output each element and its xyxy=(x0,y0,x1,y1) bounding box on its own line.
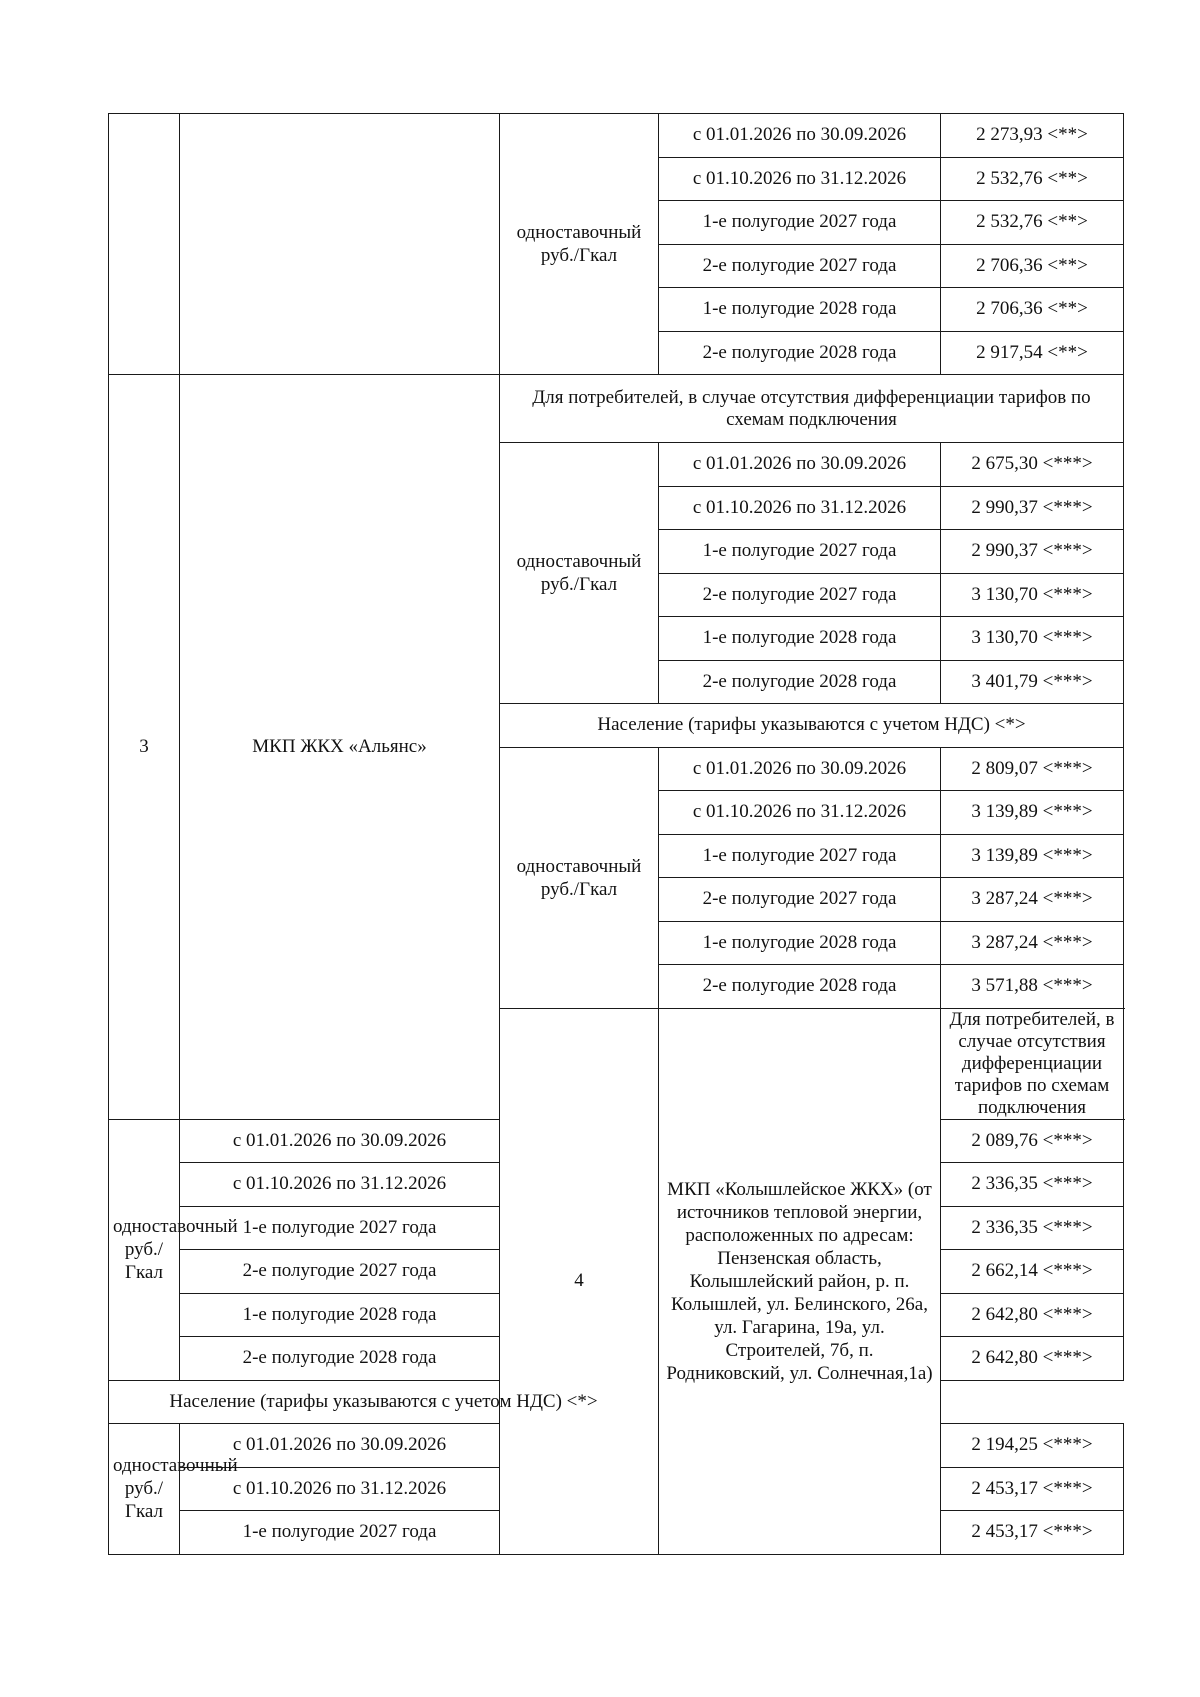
tariff-value-cell: 2 642,80 <***> xyxy=(941,1293,1124,1337)
row-number-cell xyxy=(109,114,180,375)
period-cell: 1-е полугодие 2028 года xyxy=(180,1293,500,1337)
tariff-value-cell: 2 706,36 <**> xyxy=(941,244,1124,288)
rate-type-cell: одноставочный руб./Гкал xyxy=(500,443,659,704)
tariff-value-cell: 3 130,70 <***> xyxy=(941,573,1124,617)
tariff-value-cell: 3 139,89 <***> xyxy=(941,834,1124,878)
period-cell: 1-е полугодие 2028 года xyxy=(659,288,941,332)
period-cell: 2-е полугодие 2028 года xyxy=(659,331,941,375)
period-cell: 2-е полугодие 2027 года xyxy=(659,878,941,922)
tariff-value-cell: 2 917,54 <**> xyxy=(941,331,1124,375)
table-row xyxy=(109,1380,1124,1424)
period-cell: 1-е полугодие 2028 года xyxy=(659,921,941,965)
period-cell: с 01.10.2026 по 31.12.2026 xyxy=(659,791,941,835)
row-number-cell: 4 xyxy=(500,1008,659,1554)
tariff-value-cell: 2 532,76 <**> xyxy=(941,157,1124,201)
consumer-group-header: Население (тарифы указываются с учетом НДС) <*> xyxy=(109,1380,659,1424)
rate-type-cell: одноставочный руб./Гкал xyxy=(109,1424,180,1555)
period-cell: 1-е полугодие 2027 года xyxy=(659,530,941,574)
period-cell: с 01.10.2026 по 31.12.2026 xyxy=(659,157,941,201)
period-cell: с 01.01.2026 по 30.09.2026 xyxy=(180,1119,500,1163)
tariff-table xyxy=(108,113,1124,1555)
tariff-value-cell: 2 662,14 <***> xyxy=(941,1250,1124,1294)
consumer-group-header: Для потребителей, в случае отсутствия дифференциации тарифов по схемам подключения xyxy=(941,1008,1124,1119)
period-cell: 1-е полугодие 2027 года xyxy=(180,1511,500,1555)
period-cell: 1-е полугодие 2028 года xyxy=(659,617,941,661)
tariff-value-cell: 3 139,89 <***> xyxy=(941,791,1124,835)
tariff-value-cell: 2 453,17 <***> xyxy=(941,1467,1124,1511)
period-cell: с 01.01.2026 по 30.09.2026 xyxy=(659,443,941,487)
tariff-value-cell: 2 642,80 <***> xyxy=(941,1337,1124,1381)
organization-name-cell: МКП «Колышлейское ЖКХ» (от источников тепловой энергии, расположенных по адресам: Пензенская область, Колышлейский район, р. п. Колышлей, ул. Белинского, 26а, ул. Гагарина, 19а, ул. Строителей, 7б, п. Родниковский, ул. Солнечная,1а) xyxy=(659,1008,941,1554)
tariff-value-cell: 2 675,30 <***> xyxy=(941,443,1124,487)
tariff-value-cell: 2 273,93 <**> xyxy=(941,114,1124,158)
period-cell: с 01.10.2026 по 31.12.2026 xyxy=(180,1467,500,1511)
period-cell: с 01.10.2026 по 31.12.2026 xyxy=(659,486,941,530)
tariff-value-cell: 2 336,35 <***> xyxy=(941,1206,1124,1250)
period-cell: с 01.01.2026 по 30.09.2026 xyxy=(180,1424,500,1468)
tariff-value-cell: 2 089,76 <***> xyxy=(941,1119,1124,1163)
period-cell: 1-е полугодие 2027 года xyxy=(659,201,941,245)
tariff-value-cell: 3 287,24 <***> xyxy=(941,921,1124,965)
period-cell: 1-е полугодие 2027 года xyxy=(180,1206,500,1250)
table-row xyxy=(109,114,1124,158)
tariff-value-cell: 3 287,24 <***> xyxy=(941,878,1124,922)
organization-name-cell: МКП ЖКХ «Альянс» xyxy=(180,375,500,1120)
tariff-value-cell: 2 990,37 <***> xyxy=(941,530,1124,574)
period-cell: 2-е полугодие 2027 года xyxy=(180,1250,500,1294)
consumer-group-header: Для потребителей, в случае отсутствия дифференциации тарифов по схемам подключения xyxy=(500,375,1124,443)
tariff-value-cell: 2 194,25 <***> xyxy=(941,1424,1124,1468)
tariff-value-cell: 2 809,07 <***> xyxy=(941,747,1124,791)
row-number-cell: 3 xyxy=(109,375,180,1120)
period-cell: 2-е полугодие 2028 года xyxy=(659,660,941,704)
rate-type-cell: одноставочный руб./Гкал xyxy=(109,1119,180,1380)
period-cell: 2-е полугодие 2028 года xyxy=(659,965,941,1009)
table-row xyxy=(109,375,1124,443)
tariff-value-cell: 2 990,37 <***> xyxy=(941,486,1124,530)
rate-type-cell: одноставочный руб./Гкал xyxy=(500,114,659,375)
period-cell: с 01.01.2026 по 30.09.2026 xyxy=(659,747,941,791)
organization-name-cell xyxy=(180,114,500,375)
tariff-value-cell: 3 130,70 <***> xyxy=(941,617,1124,661)
period-cell: 2-е полугодие 2027 года xyxy=(659,244,941,288)
tariff-value-cell: 2 532,76 <**> xyxy=(941,201,1124,245)
consumer-group-header: Население (тарифы указываются с учетом НДС) <*> xyxy=(500,704,1124,748)
tariff-value-cell: 2 336,35 <***> xyxy=(941,1163,1124,1207)
tariff-value-cell: 3 401,79 <***> xyxy=(941,660,1124,704)
period-cell: 2-е полугодие 2028 года xyxy=(180,1337,500,1381)
tariff-value-cell: 3 571,88 <***> xyxy=(941,965,1124,1009)
tariff-value-cell: 2 453,17 <***> xyxy=(941,1511,1124,1555)
period-cell: 1-е полугодие 2027 года xyxy=(659,834,941,878)
period-cell: 2-е полугодие 2027 года xyxy=(659,573,941,617)
rate-type-cell: одноставочный руб./Гкал xyxy=(500,747,659,1008)
tariff-value-cell: 2 706,36 <**> xyxy=(941,288,1124,332)
period-cell: с 01.10.2026 по 31.12.2026 xyxy=(180,1163,500,1207)
period-cell: с 01.01.2026 по 30.09.2026 xyxy=(659,114,941,158)
